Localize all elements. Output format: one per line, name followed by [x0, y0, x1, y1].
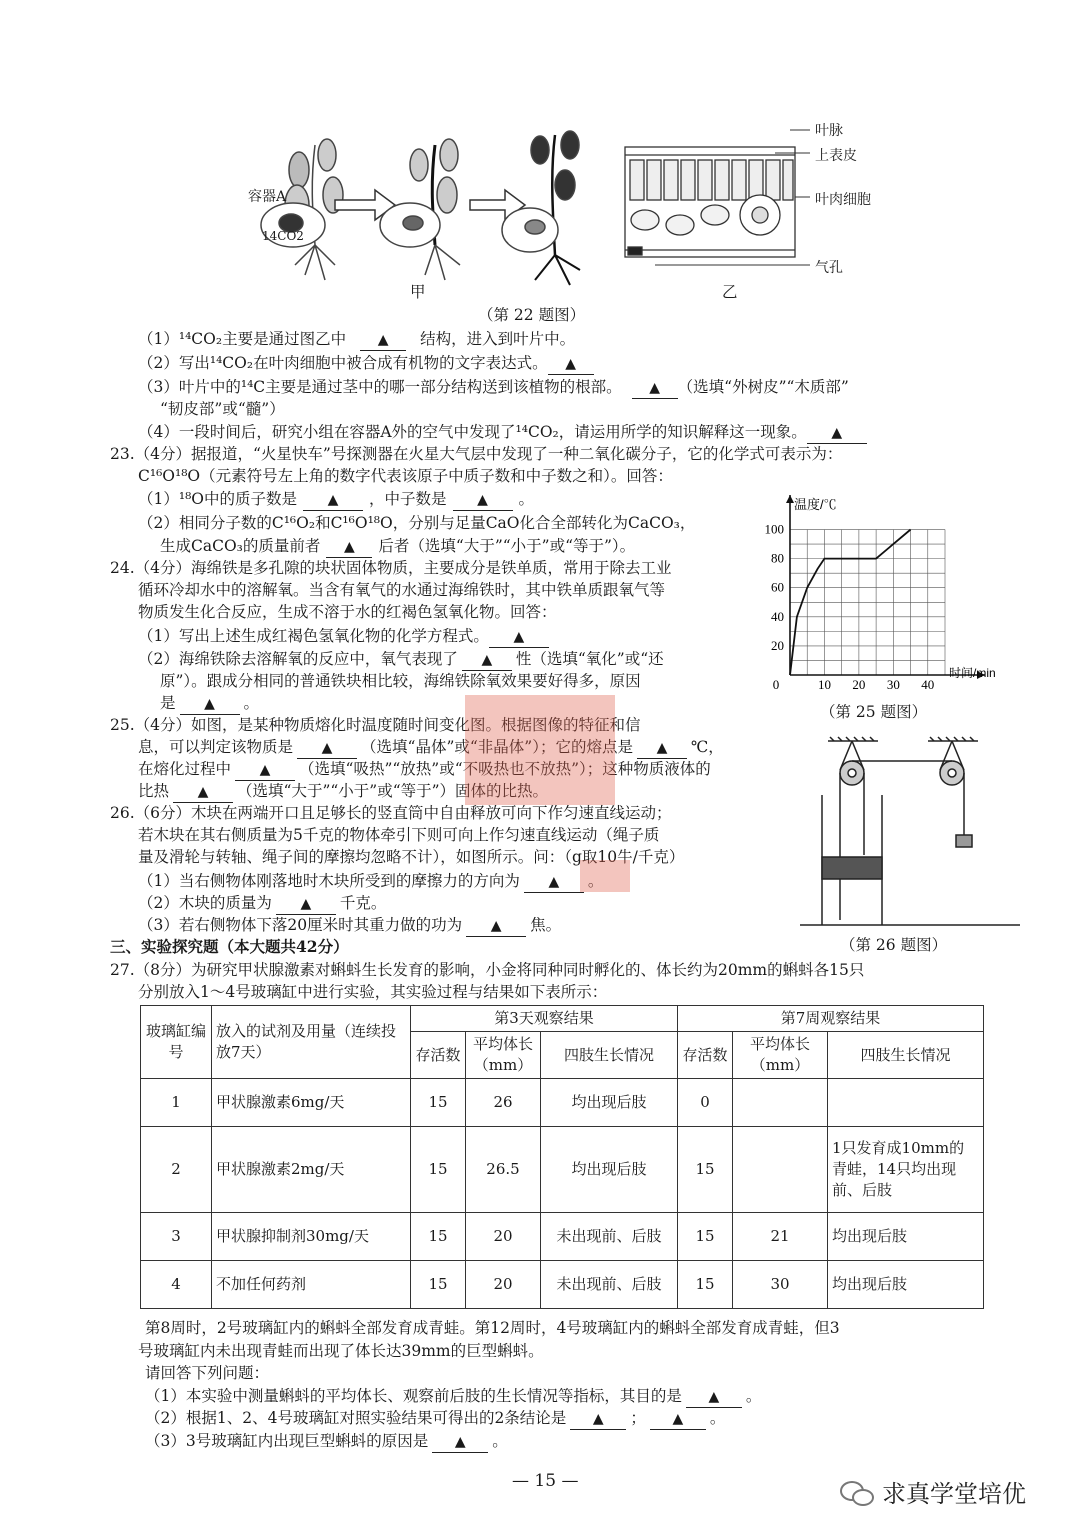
- q25-line-4: 比热▲ （选填“大于”“小于”或“等于”）固体的比热。: [138, 781, 548, 803]
- q27-1: （1）本实验中测量蝌蚪的平均体长、观察前后肢的生长情况等指标，其目的是▲ 。: [145, 1386, 761, 1408]
- q26-stem-1: 26.（6分）木块在两端开口且足够长的竖直筒中自由释放可向下作匀速直线运动；: [110, 804, 672, 822]
- x-tick-label: 30: [886, 677, 900, 692]
- label-vein: 叶脉: [815, 123, 843, 139]
- th-reagent: 放入的试剂及用量（连续投放7天）: [212, 1006, 411, 1079]
- brand-badge: [840, 1474, 1026, 1509]
- q25-stem-1: 25.（4分）如图，是某种物质熔化时温度随时间变化图。根据图像的特征和信: [110, 716, 641, 734]
- q27b-2: 号玻璃缸内未出现青蛙而出现了体长达39mm的巨型蝌蚪。: [138, 1342, 544, 1360]
- q24-1: （1）写出上述生成红褐色氢氧化物的化学方程式。▲: [138, 626, 549, 648]
- page-number: — 15 —: [512, 1471, 579, 1491]
- th-week3: 第3天观察结果: [411, 1006, 678, 1032]
- brand-name: 求真学堂培优: [882, 1480, 1026, 1508]
- container-a-label: 容器A: [248, 189, 287, 205]
- q23-2b: 生成CaCO₃的质量前者▲ 后者（选填“大于”“小于”或“等于”）。: [160, 536, 635, 558]
- figure-26-caption: （第 26 题图）: [840, 936, 948, 954]
- th-limb-2: 四肢生长情况: [828, 1032, 984, 1079]
- q24-2b: 原”）。跟成分相同的普通铁块相比较，海绵铁除氧效果要好得多，原因: [160, 672, 641, 690]
- th-alive-1: 存活数: [411, 1032, 466, 1079]
- q26-1: （1）当右侧物体刚落地时木块所受到的摩擦力的方向为▲ 。: [138, 871, 603, 893]
- th-limb-1: 四肢生长情况: [541, 1032, 678, 1079]
- q22-3b: “韧皮部”或“髓”）: [160, 400, 285, 418]
- table-row: 4 不加任何药剂 15 20 未出现前、后肢 15 30 均出现后肢: [141, 1261, 984, 1309]
- table-row: 2 甲状腺激素2mg/天 15 26.5 均出现后肢 15 1只发育成10mm的青蛙，14只均出现前、后肢: [141, 1127, 984, 1213]
- label-mesophyll: 叶肉细胞: [815, 192, 871, 208]
- q26-3: （3）若右侧物体下落20厘米时其重力做的功为▲ 焦。: [138, 915, 561, 937]
- y-tick-label: 60: [771, 579, 784, 595]
- th-week7: 第7周观察结果: [678, 1006, 984, 1032]
- wechat-icon: [840, 1479, 874, 1505]
- q24-2c: 是▲ 。: [160, 693, 259, 715]
- q27-2: （2）根据1、2、4号玻璃缸对照实验结果可得出的2条结论是▲ ；▲ 。: [145, 1408, 725, 1430]
- y-axis-label: 温度/℃: [794, 497, 837, 512]
- q26-stem-2: 若木块在其右侧质量为5千克的物体牵引下则可向上作匀速直线运动（绳子质: [138, 826, 660, 844]
- q22-2: （2）写出¹⁴CO₂在叶肉细胞中被合成有机物的文字表达式。▲: [138, 353, 594, 375]
- leaf-cross-section: [625, 147, 795, 257]
- melting-chart: [760, 495, 1000, 700]
- x-tick-label: 0: [772, 677, 780, 692]
- th-alive-2: 存活数: [678, 1032, 733, 1079]
- plant-2: [380, 139, 460, 280]
- y-tick-label: 40: [771, 608, 784, 624]
- q27b-1: 第8周时，2号玻璃缸内的蝌蚪全部发育成青蛙。第12周时，4号玻璃缸内的蝌蚪全部发育成青蛙，但3: [145, 1319, 840, 1337]
- q27-3: （3）3号玻璃缸内出现巨型蝌蚪的原因是▲ 。: [145, 1431, 508, 1453]
- x-tick-label: 20: [852, 677, 866, 692]
- th-tank: 玻璃缸编号: [141, 1006, 212, 1079]
- y-tick-label: 20: [771, 637, 784, 653]
- experiment-table: [140, 1005, 984, 1309]
- y-axis-arrow: [786, 495, 794, 503]
- plant-1: [261, 139, 343, 280]
- watermark-logo: [465, 695, 615, 805]
- x-axis-label: 时间/min: [949, 666, 996, 680]
- q27-stem-1: 27.（8分）为研究甲状腺激素对蝌蚪生长发育的影响，小金将同种同时孵化的、体长约为20mm的蝌蚪各15只: [110, 961, 865, 979]
- q24-stem-3: 物质发生化合反应，生成不溶于水的红褐色氢氧化物。回答：: [138, 603, 557, 621]
- figure-22-caption: （第 22 题图）: [478, 306, 586, 324]
- y-tick-label: 80: [771, 550, 784, 566]
- table-row: 1 甲状腺激素6mg/天 15 26 均出现后肢 0: [141, 1079, 984, 1127]
- q23-stem-2: C¹⁶O¹⁸O（元素符号左上角的数字代表该原子中质子数和中子数之和）。回答：: [138, 467, 673, 485]
- q27-stem-2: 分别放入1～4号玻璃缸中进行实验，其实验过程与结果如下表所示：: [138, 983, 608, 1001]
- watermark-stamp: [580, 860, 630, 892]
- q26-stem-3: 量及滑轮与转轴、绳子间的摩擦均忽略不计），如图所示。问：（g取10牛/千克）: [138, 848, 685, 866]
- co2-label: 14CO2: [262, 229, 304, 243]
- x-tick-label: 10: [817, 677, 831, 692]
- q25-line-3: 在熔化过程中▲ （选填“吸热”“放热”或“不吸热也不放热”）；这种物质液体的: [138, 759, 711, 781]
- x-tick-label: 40: [921, 677, 935, 692]
- q23-1: （1）¹⁸O中的质子数是▲ ，中子数是▲ 。: [138, 489, 534, 511]
- q24-stem-2: 循环冷却水中的溶解氧。当含有氧气的水通过海绵铁时，其中铁单质跟氧气等: [138, 581, 666, 599]
- q24-2: （2）海绵铁除去溶解氧的反应中，氧气表现了▲ 性（选填“氧化”或“还: [138, 649, 664, 671]
- q22-1: （1）¹⁴CO₂主要是通过图乙中▲ 结构，进入到叶片中。: [138, 329, 575, 351]
- label-jia: 甲: [410, 283, 426, 301]
- q24-stem-1: 24.（4分）海绵铁是多孔隙的块状固体物质，主要成分是铁单质，常用于除去工业: [110, 559, 672, 577]
- th-len-2: 平均体长（mm）: [733, 1032, 828, 1079]
- q22-4: （4）一段时间后，研究小组在容器A外的空气中发现了¹⁴CO₂，请运用所学的知识解释这一现象。▲: [138, 422, 867, 444]
- y-tick-label: 100: [764, 521, 784, 537]
- q22-3: （3）叶片中的¹⁴C主要是通过茎中的哪一部分结构送到该植物的根部。▲ （选填“外树皮”“木质部”: [138, 377, 849, 399]
- q23-stem-1: 23.（4分）据报道，“火星快车”号探测器在火星大气层中发现了一种二氧化碳分子，它的化学式可表示为：: [110, 445, 843, 463]
- figure-22: [235, 115, 875, 295]
- figure-25-caption: （第 25 题图）: [820, 703, 928, 721]
- figure-26-pulley: [800, 735, 1020, 930]
- label-yi: 乙: [722, 283, 738, 301]
- q23-2: （2）相同分子数的C¹⁶O₂和C¹⁶O¹⁸O，分别与足量CaO化合全部转化为CaCO₃，: [138, 514, 696, 532]
- q25-line-2: 息，可以判定该物质是▲ （选填“晶体”或“非晶体”）；它的熔点是▲ ℃，: [138, 737, 724, 759]
- label-stoma: 气孔: [815, 260, 843, 276]
- label-epidermis: 上表皮: [815, 148, 857, 164]
- table-row: 3 甲状腺抑制剂30mg/天 15 20 未出现前、后肢 15 21 均出现后肢: [141, 1213, 984, 1261]
- th-len-1: 平均体长（mm）: [466, 1032, 541, 1079]
- q26-2: （2）木块的质量为▲ 千克。: [138, 893, 386, 915]
- section-3-title: 三、实验探究题（本大题共42分）: [110, 937, 349, 956]
- q27b-3: 请回答下列问题：: [145, 1364, 270, 1382]
